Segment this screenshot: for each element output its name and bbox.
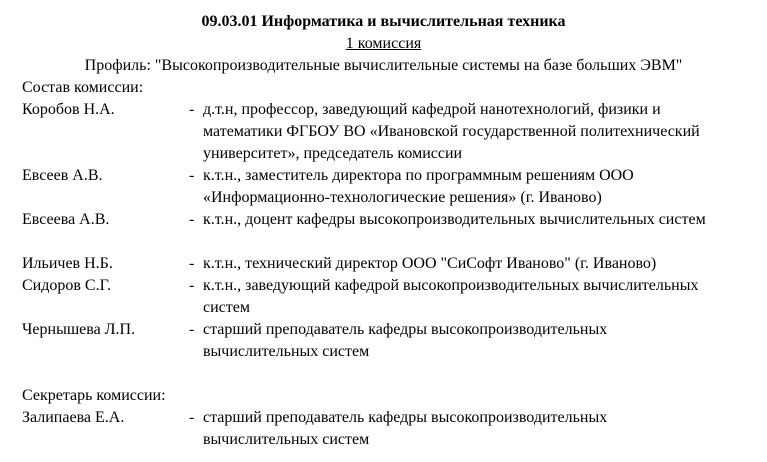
dash-separator: - xyxy=(189,211,195,228)
description-line: старший преподаватель кафедры высокопроизводительных xyxy=(203,321,608,338)
member-description xyxy=(203,165,748,209)
secretary-name: Залипаева Е.А. xyxy=(22,409,125,426)
dash-separator: - xyxy=(189,409,195,426)
page-title: 09.03.01 Информатика и вычислительная техника xyxy=(201,13,566,30)
description-line: университет», председатель комиссии xyxy=(203,145,463,162)
member-name: Чернышева Л.П. xyxy=(22,321,136,338)
description-line: к.т.н., доцент кафедры высокопроизводительных вычислительных систем xyxy=(203,211,706,228)
description-line: «Информационно-технологические решения» (г. Иваново) xyxy=(203,189,602,206)
dash-separator: - xyxy=(189,277,195,294)
secretary-description xyxy=(203,407,748,451)
description-line: вычислительных систем xyxy=(203,343,370,360)
member-name: Евсеев А.В. xyxy=(22,167,103,184)
description-line: к.т.н., заместитель директора по программным решениям ООО xyxy=(203,167,634,184)
member-description xyxy=(203,209,748,231)
member-name: Ильичев Н.Б. xyxy=(22,255,113,272)
description-line: к.т.н., технический директор ООО "СиСофт Иваново" (г. Иваново) xyxy=(203,255,657,272)
member-name: Сидоров С.Г. xyxy=(22,277,112,294)
description-line: систем xyxy=(203,299,250,316)
member-name: Коробов Н.А. xyxy=(22,101,115,118)
member-description xyxy=(203,99,748,165)
dash-separator: - xyxy=(189,255,195,272)
description-line: д.т.н, профессор, заведующий кафедрой нанотехнологий, физики и xyxy=(203,101,661,118)
description-line: к.т.н., заведующий кафедрой высокопроизводительных вычислительных xyxy=(203,277,699,294)
member-description xyxy=(203,275,748,319)
composition-label: Состав комиссии: xyxy=(22,79,144,96)
member-description xyxy=(203,319,748,363)
description-line: вычислительных систем xyxy=(203,431,370,448)
member-name: Евсеева А.В. xyxy=(22,211,110,228)
dash-separator: - xyxy=(189,321,195,338)
member-description xyxy=(203,253,748,275)
dash-separator: - xyxy=(189,167,195,184)
description-line: математики ФГБОУ ВО «Ивановской государственной политехнический xyxy=(203,123,700,140)
secretary-label: Секретарь комиссии: xyxy=(22,387,166,404)
dash-separator: - xyxy=(189,101,195,118)
profile-line: Профиль: "Высокопроизводительные вычислительные системы на базе больших ЭВМ" xyxy=(84,57,683,74)
description-line: старший преподаватель кафедры высокопроизводительных xyxy=(203,409,608,426)
commission-number: 1 комиссия xyxy=(345,35,422,52)
